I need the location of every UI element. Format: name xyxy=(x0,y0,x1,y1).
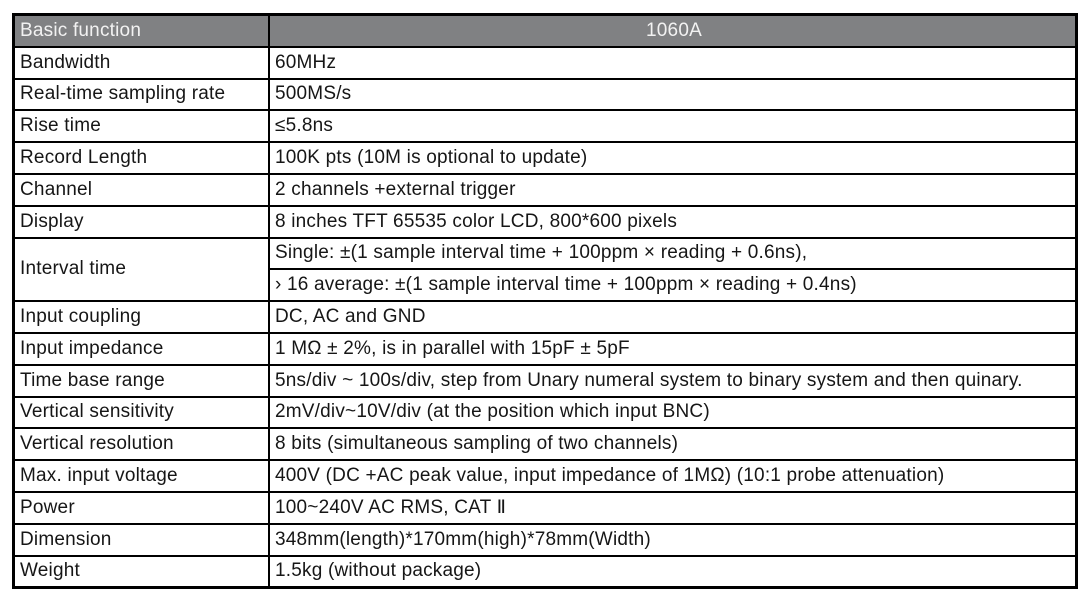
spec-label: Display xyxy=(14,206,270,238)
spec-label: Weight xyxy=(14,556,270,588)
spec-label: Vertical sensitivity xyxy=(14,397,270,429)
spec-value: 348mm(length)*170mm(high)*78mm(Width) xyxy=(269,524,1077,556)
spec-row-weight xyxy=(14,556,1077,588)
spec-label: Channel xyxy=(14,174,270,206)
spec-label: Time base range xyxy=(14,365,270,397)
header-basic-function: Basic function xyxy=(14,15,270,47)
spec-label: Max. input voltage xyxy=(14,460,270,492)
spec-row-rise-time xyxy=(14,110,1077,142)
header-row xyxy=(14,15,1077,47)
spec-value: 400V (DC +AC peak value, input impedance of 1MΩ) (10:1 probe attenuation) xyxy=(269,460,1077,492)
spec-value: 500MS/s xyxy=(269,79,1077,111)
spec-label: Interval time xyxy=(14,238,270,302)
spec-value: 2mV/div~10V/div (at the position which input BNC) xyxy=(269,397,1077,429)
header-model-1060a: 1060A xyxy=(269,15,1077,47)
spec-row-time-base-range xyxy=(14,365,1077,397)
spec-value: 1 MΩ ± 2%, is in parallel with 15pF ± 5pF xyxy=(269,333,1077,365)
spec-row-input-coupling xyxy=(14,301,1077,333)
spec-row-bandwidth xyxy=(14,47,1077,79)
spec-label: Bandwidth xyxy=(14,47,270,79)
spec-label: Input impedance xyxy=(14,333,270,365)
spec-label: Input coupling xyxy=(14,301,270,333)
spec-value: 8 bits (simultaneous sampling of two channels) xyxy=(269,428,1077,460)
spec-label: Power xyxy=(14,492,270,524)
spec-row-vertical-resolution xyxy=(14,428,1077,460)
spec-row-power xyxy=(14,492,1077,524)
spec-row-vertical-sensitivity xyxy=(14,397,1077,429)
spec-value: 1.5kg (without package) xyxy=(269,556,1077,588)
spec-value: Single: ±(1 sample interval time + 100ppm × reading + 0.6ns), xyxy=(269,238,1077,270)
spec-row-channel xyxy=(14,174,1077,206)
spec-value: 100K pts (10M is optional to update) xyxy=(269,142,1077,174)
spec-value: 8 inches TFT 65535 color LCD, 800*600 pixels xyxy=(269,206,1077,238)
spec-value: 60MHz xyxy=(269,47,1077,79)
spec-value: DC, AC and GND xyxy=(269,301,1077,333)
spec-row-record-length xyxy=(14,142,1077,174)
spec-value: ≤5.8ns xyxy=(269,110,1077,142)
spec-row-display xyxy=(14,206,1077,238)
spec-table xyxy=(12,13,1078,589)
spec-value: 2 channels +external trigger xyxy=(269,174,1077,206)
spec-row-input-impedance xyxy=(14,333,1077,365)
spec-label: Record Length xyxy=(14,142,270,174)
spec-value: 100~240V AC RMS, CAT Ⅱ xyxy=(269,492,1077,524)
spec-row-dimension xyxy=(14,524,1077,556)
spec-value: 5ns/div ~ 100s/div, step from Unary numeral system to binary system and then quinary. xyxy=(269,365,1077,397)
spec-label: Real-time sampling rate xyxy=(14,79,270,111)
spec-row-sampling-rate xyxy=(14,79,1077,111)
spec-label: Dimension xyxy=(14,524,270,556)
spec-label: Vertical resolution xyxy=(14,428,270,460)
spec-label: Rise time xyxy=(14,110,270,142)
spec-value: › 16 average: ±(1 sample interval time + 100ppm × reading + 0.4ns) xyxy=(269,269,1077,301)
spec-row-interval-time-1 xyxy=(14,238,1077,270)
spec-row-max-input-voltage xyxy=(14,460,1077,492)
